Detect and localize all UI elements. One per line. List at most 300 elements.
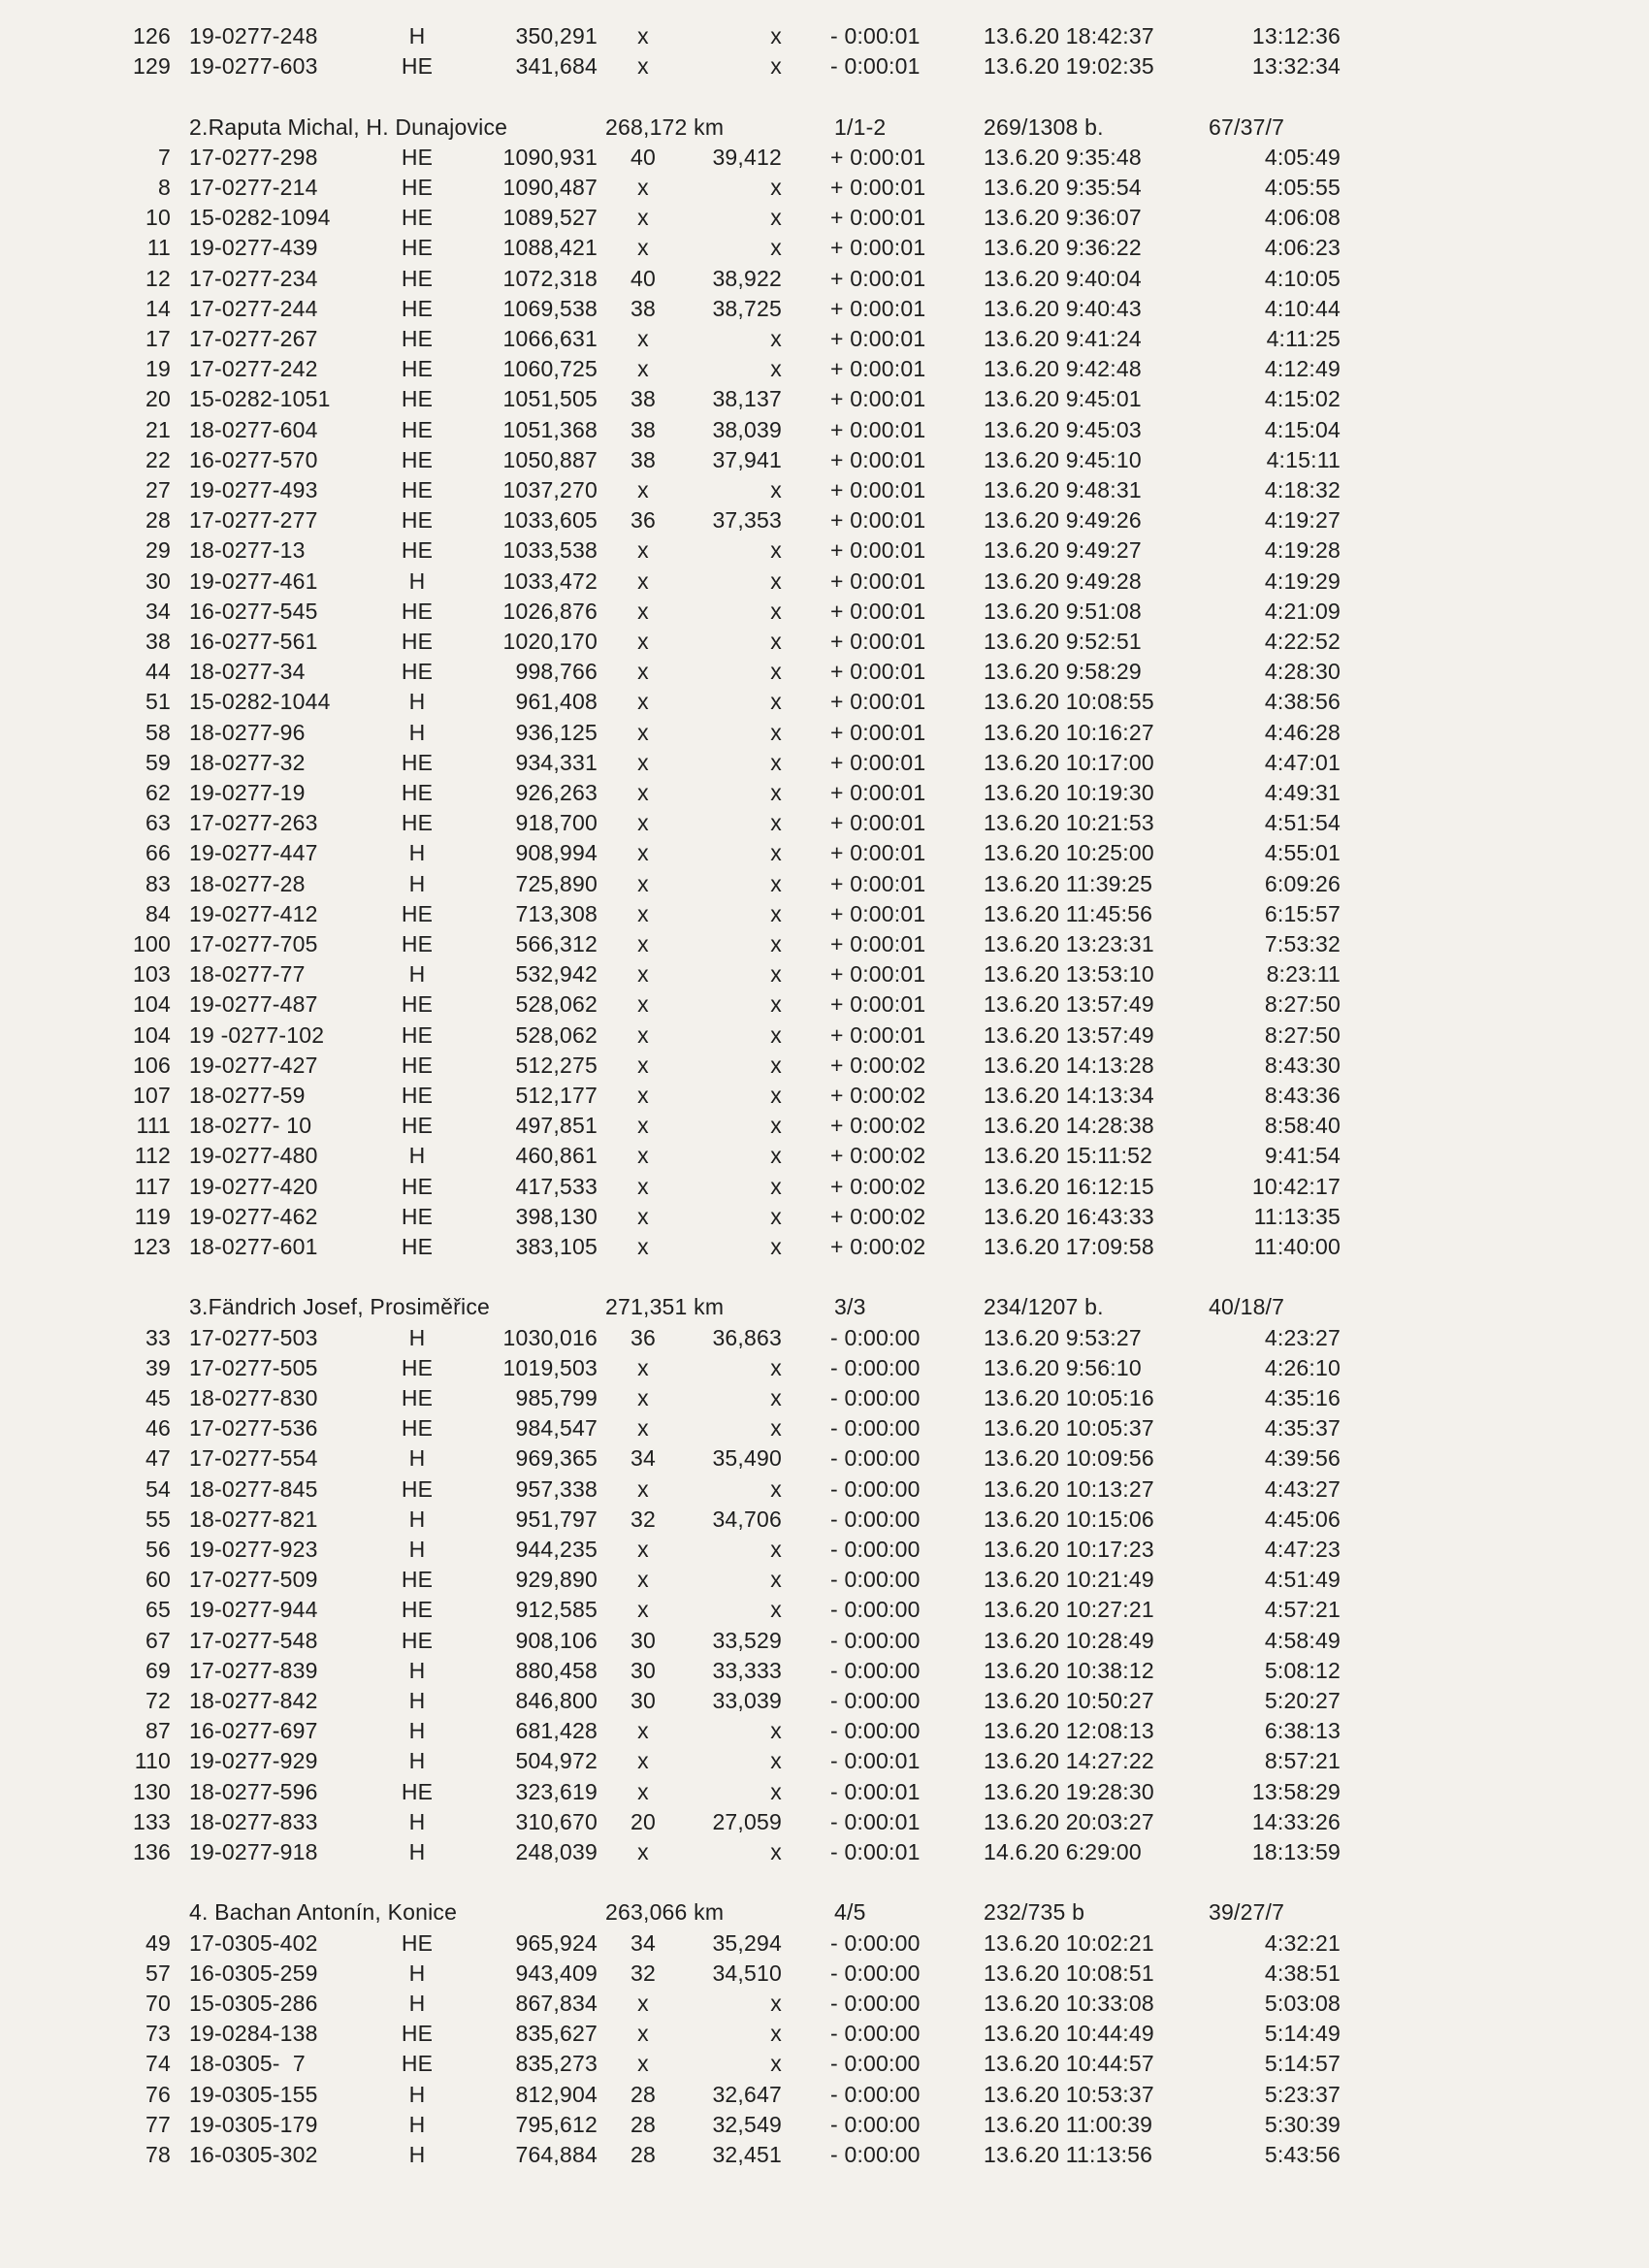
arrival-time: 13.6.20 10:19:30: [984, 780, 1154, 805]
placement: 45: [146, 1385, 171, 1410]
speed: 984,547: [515, 1415, 598, 1442]
flight-time: 4:28:30: [1264, 659, 1341, 685]
coefficient: 38: [630, 416, 656, 442]
coefficient: 34: [630, 1929, 656, 1956]
flight-time: 4:51:54: [1264, 810, 1341, 836]
ring-number: 17-0277-548: [189, 1627, 318, 1653]
arrival-time: 13.6.20 14:27:22: [984, 1748, 1154, 1774]
ring-number: 18-0277-596: [189, 1778, 318, 1804]
flight-time: 4:35:37: [1264, 1415, 1341, 1442]
result-row: [0, 2080, 1649, 2110]
flight-time: 4:45:06: [1264, 1506, 1341, 1532]
speed: 1088,421: [502, 235, 598, 261]
speed: 1066,631: [502, 326, 598, 351]
placement: 84: [146, 900, 171, 926]
ring-number: 18-0277-77: [189, 961, 306, 988]
coefficient: x: [637, 598, 649, 624]
ring-number: 19-0277-439: [189, 235, 318, 261]
result-row: [0, 2140, 1649, 2170]
placement: 112: [134, 1143, 171, 1169]
coefficient: x: [637, 1021, 649, 1048]
clock-difference: + 0:00:01: [830, 175, 926, 200]
flight-time: 13:58:29: [1251, 1778, 1341, 1804]
sex: HE: [401, 1021, 434, 1048]
speed: 1030,016: [502, 1324, 598, 1350]
ring-number: 18-0277-34: [189, 659, 306, 685]
flight-time: 6:15:57: [1264, 900, 1341, 926]
flight-time: 13:12:36: [1251, 23, 1341, 49]
placement: 49: [146, 1929, 171, 1956]
result-row: [0, 2110, 1649, 2140]
result-row: [0, 597, 1649, 627]
speed: 965,924: [515, 1929, 598, 1956]
placement: 54: [146, 1475, 171, 1502]
speed: 460,861: [515, 1143, 598, 1169]
placement: 65: [146, 1597, 171, 1623]
coefficient-value: x: [770, 961, 782, 988]
clock-difference: - 0:00:01: [830, 1748, 921, 1774]
sex: H: [408, 1960, 426, 1986]
coefficient-value: x: [770, 205, 782, 231]
result-row: [0, 173, 1649, 203]
coefficient: x: [637, 1173, 649, 1199]
coefficient: x: [637, 1991, 649, 2016]
clock-difference: + 0:00:01: [830, 719, 926, 745]
coefficient-value: 38,137: [712, 386, 782, 412]
clock-difference: + 0:00:02: [830, 1052, 926, 1078]
result-row: [0, 1989, 1649, 2019]
result-row: [0, 657, 1649, 687]
flight-time: 8:57:21: [1264, 1748, 1341, 1774]
sex: HE: [401, 991, 434, 1018]
coefficient: x: [637, 1203, 649, 1229]
coefficient: 28: [630, 2111, 656, 2137]
coefficient-value: x: [770, 1597, 782, 1623]
clock-difference: - 0:00:00: [830, 1991, 921, 2016]
placement: 76: [146, 2081, 171, 2107]
ring-number: 19-0277-447: [189, 840, 318, 866]
fancier-position: 4/5: [834, 1899, 866, 1926]
pigeon-counts: 39/27/7: [1209, 1899, 1285, 1926]
coefficient-value: x: [770, 1234, 782, 1259]
ring-number: 17-0277-509: [189, 1567, 318, 1593]
result-row: [0, 1081, 1649, 1111]
flight-time: 4:58:49: [1264, 1627, 1341, 1653]
coefficient: x: [637, 1475, 649, 1502]
placement: 20: [146, 386, 171, 412]
clock-difference: + 0:00:01: [830, 840, 926, 866]
placement: 73: [146, 2021, 171, 2047]
sex: HE: [401, 1173, 434, 1199]
coefficient: 28: [630, 2081, 656, 2107]
clock-difference: + 0:00:01: [830, 961, 926, 988]
coefficient-value: x: [770, 1354, 782, 1380]
ring-number: 18-0277-842: [189, 1688, 318, 1713]
placement: 83: [146, 870, 171, 896]
sex: HE: [401, 1475, 434, 1502]
ring-number: 19 -0277-102: [189, 1021, 325, 1048]
ring-number: 18-0277- 10: [189, 1113, 312, 1139]
placement: 29: [146, 537, 171, 564]
ring-number: 18-0277-28: [189, 870, 306, 896]
sex: H: [408, 840, 426, 866]
ring-number: 18-0277-821: [189, 1506, 318, 1532]
sex: HE: [401, 749, 434, 775]
result-row: [0, 1353, 1649, 1383]
flight-time: 4:47:01: [1264, 749, 1341, 775]
arrival-time: 13.6.20 9:53:27: [984, 1324, 1142, 1350]
coefficient: x: [637, 659, 649, 685]
result-row: [0, 1656, 1649, 1686]
arrival-time: 13.6.20 10:50:27: [984, 1688, 1154, 1713]
ring-number: 17-0277-839: [189, 1657, 318, 1683]
coefficient: x: [637, 810, 649, 836]
coefficient-value: x: [770, 1203, 782, 1229]
clock-difference: - 0:00:00: [830, 1960, 921, 1986]
coefficient-value: x: [770, 1718, 782, 1744]
placement: 111: [136, 1113, 171, 1139]
speed: 998,766: [515, 659, 598, 685]
coefficient-value: 33,333: [712, 1657, 782, 1683]
result-row: [0, 1232, 1649, 1262]
sex: H: [408, 23, 426, 49]
placement: 130: [133, 1778, 171, 1804]
clock-difference: + 0:00:01: [830, 749, 926, 775]
arrival-time: 13.6.20 9:49:27: [984, 537, 1142, 564]
arrival-time: 13.6.20 10:08:55: [984, 689, 1154, 715]
flight-time: 4:10:05: [1264, 265, 1341, 291]
coefficient: x: [637, 991, 649, 1018]
flight-time: 13:32:34: [1251, 53, 1341, 80]
placement: 39: [146, 1354, 171, 1380]
placement: 110: [134, 1748, 171, 1774]
speed: 1026,876: [502, 598, 598, 624]
coefficient-value: x: [770, 1173, 782, 1199]
coefficient: x: [637, 23, 649, 49]
flight-time: 4:49:31: [1264, 780, 1341, 805]
coefficient-value: 37,941: [712, 446, 782, 472]
result-row: [0, 1626, 1649, 1656]
speed: 1089,527: [502, 205, 598, 231]
sex: H: [408, 961, 426, 988]
clock-difference: - 0:00:00: [830, 2021, 921, 2047]
clock-difference: + 0:00:01: [830, 537, 926, 564]
result-row: [0, 1959, 1649, 1989]
ring-number: 15-0282-1051: [189, 386, 331, 412]
coefficient: 32: [630, 1960, 656, 1986]
sex: HE: [401, 53, 434, 80]
coefficient: x: [637, 931, 649, 956]
flight-time: 4:15:11: [1266, 446, 1341, 472]
arrival-time: 13.6.20 9:40:04: [984, 265, 1142, 291]
ring-number: 15-0305-286: [189, 1991, 318, 2016]
result-row: [0, 1474, 1649, 1505]
arrival-time: 13.6.20 9:40:43: [984, 295, 1142, 321]
coefficient: x: [637, 537, 649, 564]
flight-time: 8:27:50: [1264, 991, 1341, 1018]
result-row: [0, 415, 1649, 445]
speed: 1037,270: [502, 477, 598, 502]
speed: 341,684: [515, 53, 598, 80]
flight-time: 4:19:27: [1264, 507, 1341, 534]
coefficient: x: [637, 1415, 649, 1442]
result-row: [0, 2019, 1649, 2049]
speed: 512,275: [515, 1052, 598, 1078]
clock-difference: - 0:00:00: [830, 1506, 921, 1532]
sex: HE: [401, 900, 434, 926]
arrival-time: 13.6.20 10:27:21: [984, 1597, 1154, 1623]
sex: HE: [401, 175, 434, 200]
coefficient: x: [637, 1385, 649, 1410]
placement: 30: [146, 567, 171, 594]
clock-difference: - 0:00:00: [830, 2111, 921, 2137]
coefficient: x: [637, 1537, 649, 1562]
placement: 77: [146, 2111, 171, 2137]
placement: 136: [133, 1839, 171, 1864]
result-row: [0, 1686, 1649, 1716]
coefficient-value: x: [770, 931, 782, 956]
coefficient-value: x: [770, 719, 782, 745]
placement: 55: [146, 1506, 171, 1532]
sex: H: [408, 1324, 426, 1350]
ring-number: 18-0277-830: [189, 1385, 318, 1410]
ring-number: 15-0282-1044: [189, 689, 331, 715]
speed: 350,291: [515, 23, 598, 49]
arrival-time: 13.6.20 11:45:56: [984, 900, 1153, 926]
coefficient-value: x: [770, 689, 782, 715]
speed: 929,890: [515, 1567, 598, 1593]
clock-difference: + 0:00:01: [830, 326, 926, 351]
clock-difference: + 0:00:01: [830, 1021, 926, 1048]
clock-difference: - 0:00:00: [830, 1537, 921, 1562]
ring-number: 19-0284-138: [189, 2021, 318, 2047]
sex: HE: [401, 295, 434, 321]
speed: 943,409: [515, 1960, 598, 1986]
speed: 1020,170: [502, 629, 598, 654]
clock-difference: - 0:00:00: [830, 1597, 921, 1623]
arrival-time: 13.6.20 9:49:26: [984, 507, 1142, 534]
ring-number: 17-0277-705: [189, 931, 318, 956]
clock-difference: + 0:00:01: [830, 567, 926, 594]
sex: H: [408, 1688, 426, 1713]
coefficient-value: 39,412: [712, 144, 782, 170]
arrival-time: 13.6.20 13:53:10: [984, 961, 1154, 988]
sex: HE: [401, 1778, 434, 1804]
arrival-time: 13.6.20 10:05:37: [984, 1415, 1154, 1442]
arrival-time: 13.6.20 10:17:23: [984, 1537, 1154, 1562]
sex: H: [408, 1506, 426, 1532]
flight-time: 6:09:26: [1264, 870, 1341, 896]
speed: 497,851: [515, 1113, 598, 1139]
speed: 1033,472: [502, 567, 598, 594]
flight-time: 5:43:56: [1264, 2142, 1341, 2167]
sex: H: [408, 1537, 426, 1562]
flight-time: 4:55:01: [1264, 840, 1341, 866]
clock-difference: + 0:00:01: [830, 810, 926, 836]
coefficient: 28: [630, 2142, 656, 2167]
clock-difference: + 0:00:01: [830, 295, 926, 321]
clock-difference: - 0:00:00: [830, 1475, 921, 1502]
coefficient-value: 34,706: [712, 1506, 782, 1532]
speed: 961,408: [515, 689, 598, 715]
speed: 1033,538: [502, 537, 598, 564]
result-row: [0, 1443, 1649, 1474]
sex: H: [408, 567, 426, 594]
arrival-time: 13.6.20 9:49:28: [984, 567, 1142, 594]
placement: 19: [146, 356, 171, 382]
arrival-time: 13.6.20 9:45:10: [984, 446, 1142, 472]
sex: HE: [401, 2021, 434, 2047]
flight-time: 4:06:23: [1264, 235, 1341, 261]
speed: 951,797: [515, 1506, 598, 1532]
sex: HE: [401, 144, 434, 170]
arrival-time: 13.6.20 18:42:37: [984, 23, 1154, 49]
sex: H: [408, 1839, 426, 1864]
flight-time: 4:05:49: [1264, 144, 1341, 170]
result-row: [0, 1413, 1649, 1443]
coefficient-value: x: [770, 1778, 782, 1804]
coefficient-value: x: [770, 629, 782, 654]
result-row: [0, 475, 1649, 505]
clock-difference: + 0:00:01: [830, 629, 926, 654]
flight-time: 5:03:08: [1264, 1991, 1341, 2016]
arrival-time: 13.6.20 13:23:31: [984, 931, 1154, 956]
speed: 1051,505: [502, 386, 598, 412]
result-row: [0, 1383, 1649, 1413]
result-row: [0, 1051, 1649, 1081]
arrival-time: 13.6.20 10:38:12: [984, 1657, 1154, 1683]
arrival-time: 13.6.20 11:39:25: [984, 870, 1153, 896]
flight-time: 4:47:23: [1264, 1537, 1341, 1562]
coefficient: 40: [630, 265, 656, 291]
coefficient-value: x: [770, 23, 782, 49]
result-row: [0, 1111, 1649, 1141]
placement: 123: [133, 1234, 171, 1259]
speed: 504,972: [515, 1748, 598, 1774]
coefficient-value: x: [770, 53, 782, 80]
coefficient: x: [637, 2051, 649, 2077]
coefficient: x: [637, 749, 649, 775]
ring-number: 19-0277-420: [189, 1173, 318, 1199]
coefficient: x: [637, 1748, 649, 1774]
coefficient-value: x: [770, 1143, 782, 1169]
arrival-time: 13.6.20 9:36:07: [984, 205, 1142, 231]
coefficient-value: x: [770, 1083, 782, 1108]
coefficient-value: 38,725: [712, 295, 782, 321]
ring-number: 18-0305- 7: [189, 2051, 306, 2077]
coefficient-value: x: [770, 749, 782, 775]
coefficient: x: [637, 1718, 649, 1744]
clock-difference: - 0:00:00: [830, 1445, 921, 1472]
placement: 63: [146, 810, 171, 836]
placement: 62: [146, 780, 171, 805]
clock-difference: + 0:00:01: [830, 144, 926, 170]
clock-difference: - 0:00:00: [830, 1657, 921, 1683]
arrival-time: 13.6.20 10:02:21: [984, 1929, 1154, 1956]
flight-time: 14:33:26: [1251, 1808, 1341, 1834]
clock-difference: + 0:00:01: [830, 477, 926, 502]
sex: HE: [401, 205, 434, 231]
clock-difference: + 0:00:01: [830, 780, 926, 805]
coefficient-value: x: [770, 840, 782, 866]
arrival-time: 13.6.20 10:21:53: [984, 810, 1154, 836]
coefficient: 38: [630, 446, 656, 472]
coefficient: x: [637, 780, 649, 805]
speed: 1072,318: [502, 265, 598, 291]
sex: HE: [401, 386, 434, 412]
ring-number: 19-0277-487: [189, 991, 318, 1018]
arrival-time: 13.6.20 9:56:10: [984, 1354, 1142, 1380]
fancier-position: 3/3: [834, 1294, 866, 1320]
sex: HE: [401, 659, 434, 685]
sex: H: [408, 2142, 426, 2167]
clock-difference: + 0:00:01: [830, 446, 926, 472]
arrival-time: 13.6.20 14:13:34: [984, 1083, 1154, 1108]
clock-difference: + 0:00:02: [830, 1143, 926, 1169]
speed: 323,619: [515, 1778, 598, 1804]
coefficient-value: x: [770, 900, 782, 926]
clock-difference: - 0:00:00: [830, 2142, 921, 2167]
distance: 268,172 km: [605, 113, 725, 140]
placement: 56: [146, 1537, 171, 1562]
ring-number: 17-0277-277: [189, 507, 318, 534]
result-row: [0, 1777, 1649, 1807]
clock-difference: - 0:00:00: [830, 1567, 921, 1593]
clock-difference: - 0:00:00: [830, 1415, 921, 1442]
flight-time: 5:14:57: [1264, 2051, 1341, 2077]
flight-time: 4:10:44: [1264, 295, 1341, 321]
result-row: [0, 567, 1649, 597]
ring-number: 19-0277-412: [189, 900, 318, 926]
arrival-time: 13.6.20 10:44:49: [984, 2021, 1154, 2047]
speed: 835,273: [515, 2051, 598, 2077]
arrival-time: 13.6.20 10:16:27: [984, 719, 1154, 745]
arrival-time: 13.6.20 19:02:35: [984, 53, 1154, 80]
coefficient: x: [637, 900, 649, 926]
clock-difference: - 0:00:00: [830, 1718, 921, 1744]
ring-number: 17-0277-267: [189, 326, 318, 351]
speed: 812,904: [515, 2081, 598, 2107]
coefficient: x: [637, 1143, 649, 1169]
arrival-time: 13.6.20 11:00:39: [984, 2111, 1153, 2137]
placement: 27: [146, 477, 171, 502]
coefficient: x: [637, 1778, 649, 1804]
placement: 117: [134, 1173, 171, 1199]
ring-number: 18-0277-59: [189, 1083, 306, 1108]
arrival-time: 13.6.20 10:13:27: [984, 1475, 1154, 1502]
flight-time: 4:19:29: [1264, 567, 1341, 594]
fancier-position: 1/1-2: [834, 113, 887, 140]
coefficient-value: x: [770, 1385, 782, 1410]
sex: H: [408, 2111, 426, 2137]
speed: 566,312: [515, 931, 598, 956]
placement: 12: [146, 265, 171, 291]
speed: 512,177: [515, 1083, 598, 1108]
coefficient-value: 38,922: [712, 265, 782, 291]
sex: HE: [401, 780, 434, 805]
coefficient: x: [637, 1839, 649, 1864]
arrival-time: 13.6.20 10:15:06: [984, 1506, 1154, 1532]
placement: 107: [133, 1083, 171, 1108]
coefficient: x: [637, 1354, 649, 1380]
clock-difference: - 0:00:00: [830, 1929, 921, 1956]
coefficient: 40: [630, 144, 656, 170]
result-row: [0, 1202, 1649, 1232]
ring-number: 18-0277-32: [189, 749, 306, 775]
ring-number: 16-0305-302: [189, 2142, 318, 2167]
ring-number: 19-0277-918: [189, 1839, 318, 1864]
placement: 66: [146, 840, 171, 866]
